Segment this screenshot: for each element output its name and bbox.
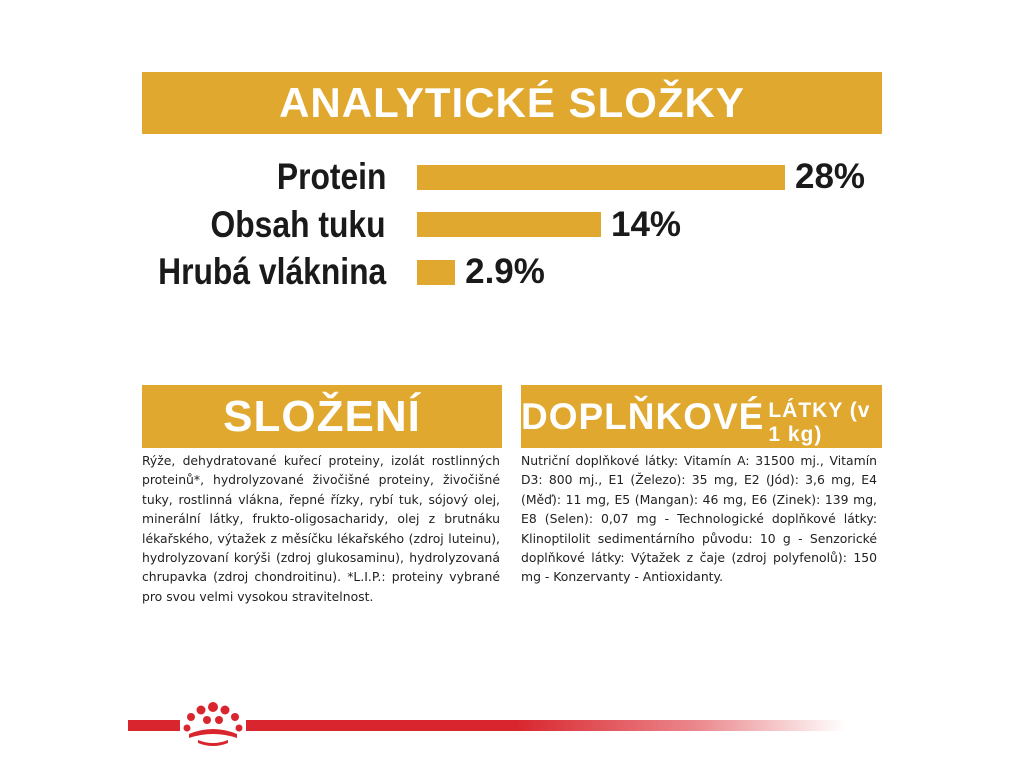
nutrient-bar-fiber — [417, 260, 455, 285]
nutrient-label-fiber: Hrubá vláknina — [157, 251, 386, 292]
composition-banner — [142, 385, 502, 448]
nutrient-bar-fat — [417, 212, 601, 237]
composition-text: Rýže, dehydratované kuřecí proteiny, izolát rostlinných proteinů*, hydrolyzované živočišné proteiny, živočišné tuky, rostlinná vlákna, řepné řízky, rybí tuk, sójový olej, minerální látky, frukto-oligosacharidy, olej z brutnáku lékařského, výtažek z měsíčku lékařského (zdroj luteinu), hydrolyzovaní korýši (zdroj glukosaminu), hydrolyzovaná chrupavka (zdroj chondroitinu). *L.I.P.: proteiny vybrané pro svou velmi vysokou stravitelnost. — [142, 453, 500, 604]
additives-banner — [521, 385, 882, 448]
nutrient-bar-protein — [417, 165, 785, 190]
nutrient-label-fat: Obsah tuku — [210, 204, 386, 245]
additives-subtitle: LÁTKY (v 1 kg) — [768, 398, 871, 446]
additives-text: Nutriční doplňkové látky: Vitamín A: 31500 mj., Vitamín D3: 800 mj., E1 (Železo): 35 mg, E2 (Jód): 3,6 mg, E4 (Měď): 11 mg, E5 (Mangan): 46 mg, E6 (Zinek): 139 mg, E8 (Selen): 0,07 mg - Technologické doplňkové látky: Klinoptilolit sedimentárního původu: 10 g - Senzorické doplňkové látky: Výtažek z čaje (zdroj polyfenolů): 150 mg - Konzervanty - Antioxidanty. — [521, 453, 877, 585]
nutrient-value-protein: 28% — [795, 157, 866, 196]
footer-brand-line-right — [246, 720, 846, 731]
royal-canin-crown-icon — [182, 700, 244, 750]
analytic-components-banner — [142, 72, 882, 134]
composition-title: SLOŽENÍ — [223, 391, 421, 441]
footer-brand-line-left — [128, 720, 180, 731]
additives-title: DOPLŇKOVÉ — [521, 395, 765, 437]
nutrient-value-fat: 14% — [611, 205, 682, 244]
nutrient-value-fiber: 2.9% — [465, 252, 545, 291]
analytic-components-title: ANALYTICKÉ SLOŽKY — [279, 79, 745, 126]
nutrient-label-protein: Protein — [276, 156, 386, 197]
